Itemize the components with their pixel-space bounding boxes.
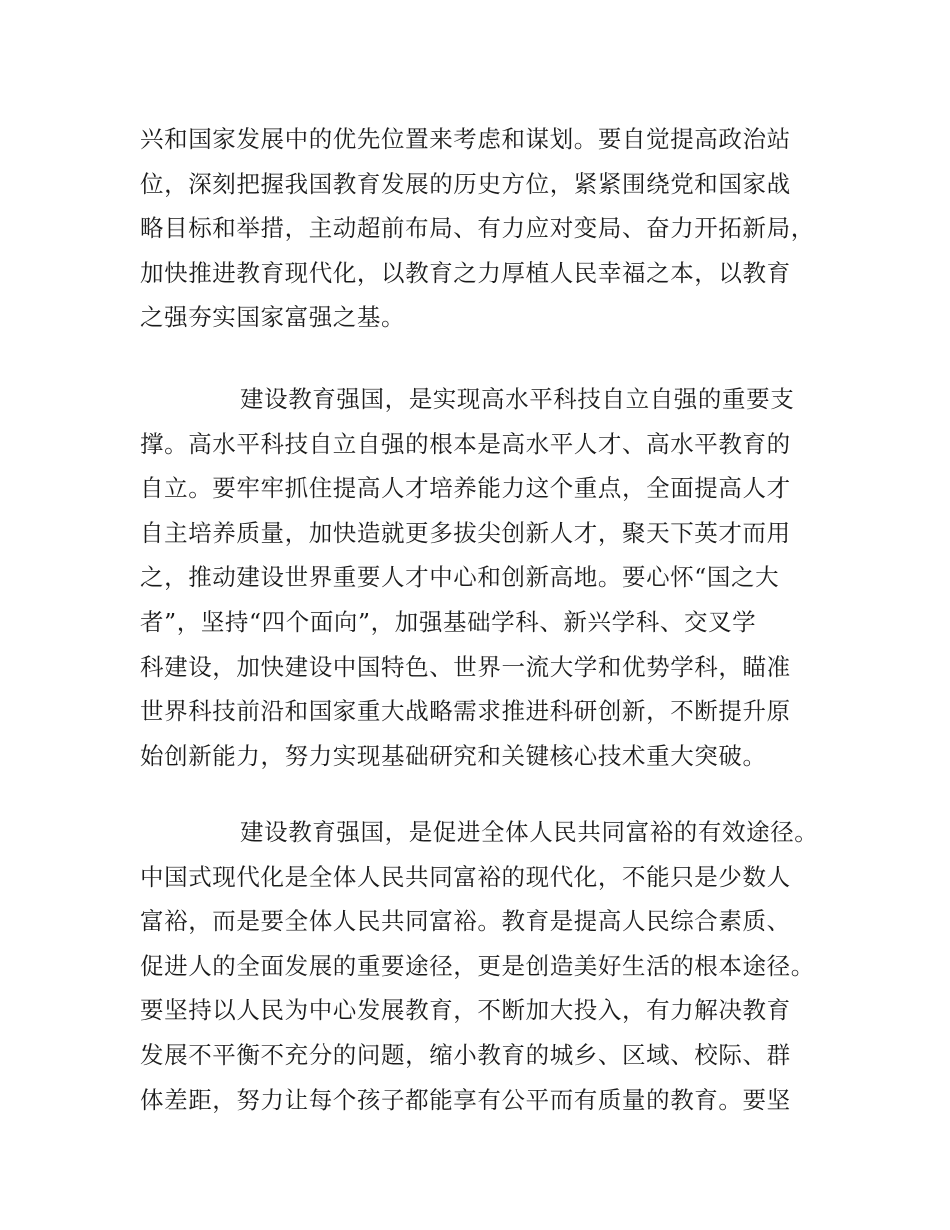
paragraph-line: 之强夯实国家富强之基。	[140, 303, 406, 332]
paragraph-line: 体差距，努力让每个孩子都能享有公平而有质量的教育。要坚	[140, 1085, 791, 1114]
paragraph-3	[140, 810, 830, 1122]
paragraph-line: 促进人的全面发展的重要途径，更是创造美好生活的根本途径。	[140, 951, 815, 980]
paragraph-line: 自主培养质量，加快造就更多拔尖创新人才，聚天下英才而用	[140, 518, 791, 547]
paragraph-1	[140, 117, 830, 340]
paragraph-line: 世界科技前沿和国家重大战略需求推进科研创新，不断提升原	[140, 697, 791, 726]
paragraph-line: 撑。高水平科技自立自强的根本是高水平人才、高水平教育的	[140, 429, 791, 458]
paragraph-line: 要坚持以人民为中心发展教育，不断加大投入，有力解决教育	[140, 996, 791, 1025]
paragraph-first-line: 建设教育强国，是促进全体人民共同富裕的有效途径。	[240, 818, 819, 846]
paragraph-line: 加快推进教育现代化，以教育之力厚植人民幸福之本，以教育	[140, 258, 791, 287]
paragraph-2	[140, 377, 830, 778]
paragraph-first-line: 建设教育强国，是实现高水平科技自立自强的重要支	[240, 385, 795, 413]
paragraph-line: 者”，坚持“四个面向”，加强基础学科、新兴学科、交叉学	[140, 607, 757, 636]
paragraph-line: 发展不平衡不充分的问题，缩小教育的城乡、区域、校际、群	[140, 1040, 791, 1069]
paragraph-line: 兴和国家发展中的优先位置来考虑和谋划。要自觉提高政治站	[140, 125, 791, 153]
paragraph-line: 中国式现代化是全体人民共同富裕的现代化，不能只是少数人	[140, 862, 791, 891]
paragraph-line: 科建设，加快建设中国特色、世界一流大学和优势学科，瞄准	[140, 652, 791, 681]
paragraph-line: 位，深刻把握我国教育发展的历史方位，紧紧围绕党和国家战	[140, 169, 791, 198]
paragraph-line: 略目标和举措，主动超前布局、有力应对变局、奋力开拓新局，	[140, 214, 815, 243]
paragraph-line: 之，推动建设世界重要人才中心和创新高地。要心怀“国之大	[140, 563, 780, 592]
paragraph-line: 富裕，而是要全体人民共同富裕。教育是提高人民综合素质、	[140, 907, 791, 936]
paragraph-line: 自立。要牢牢抓住提高人才培养能力这个重点，全面提高人才	[140, 474, 791, 503]
paragraph-line: 始创新能力，努力实现基础研究和关键核心技术重大突破。	[140, 741, 767, 770]
